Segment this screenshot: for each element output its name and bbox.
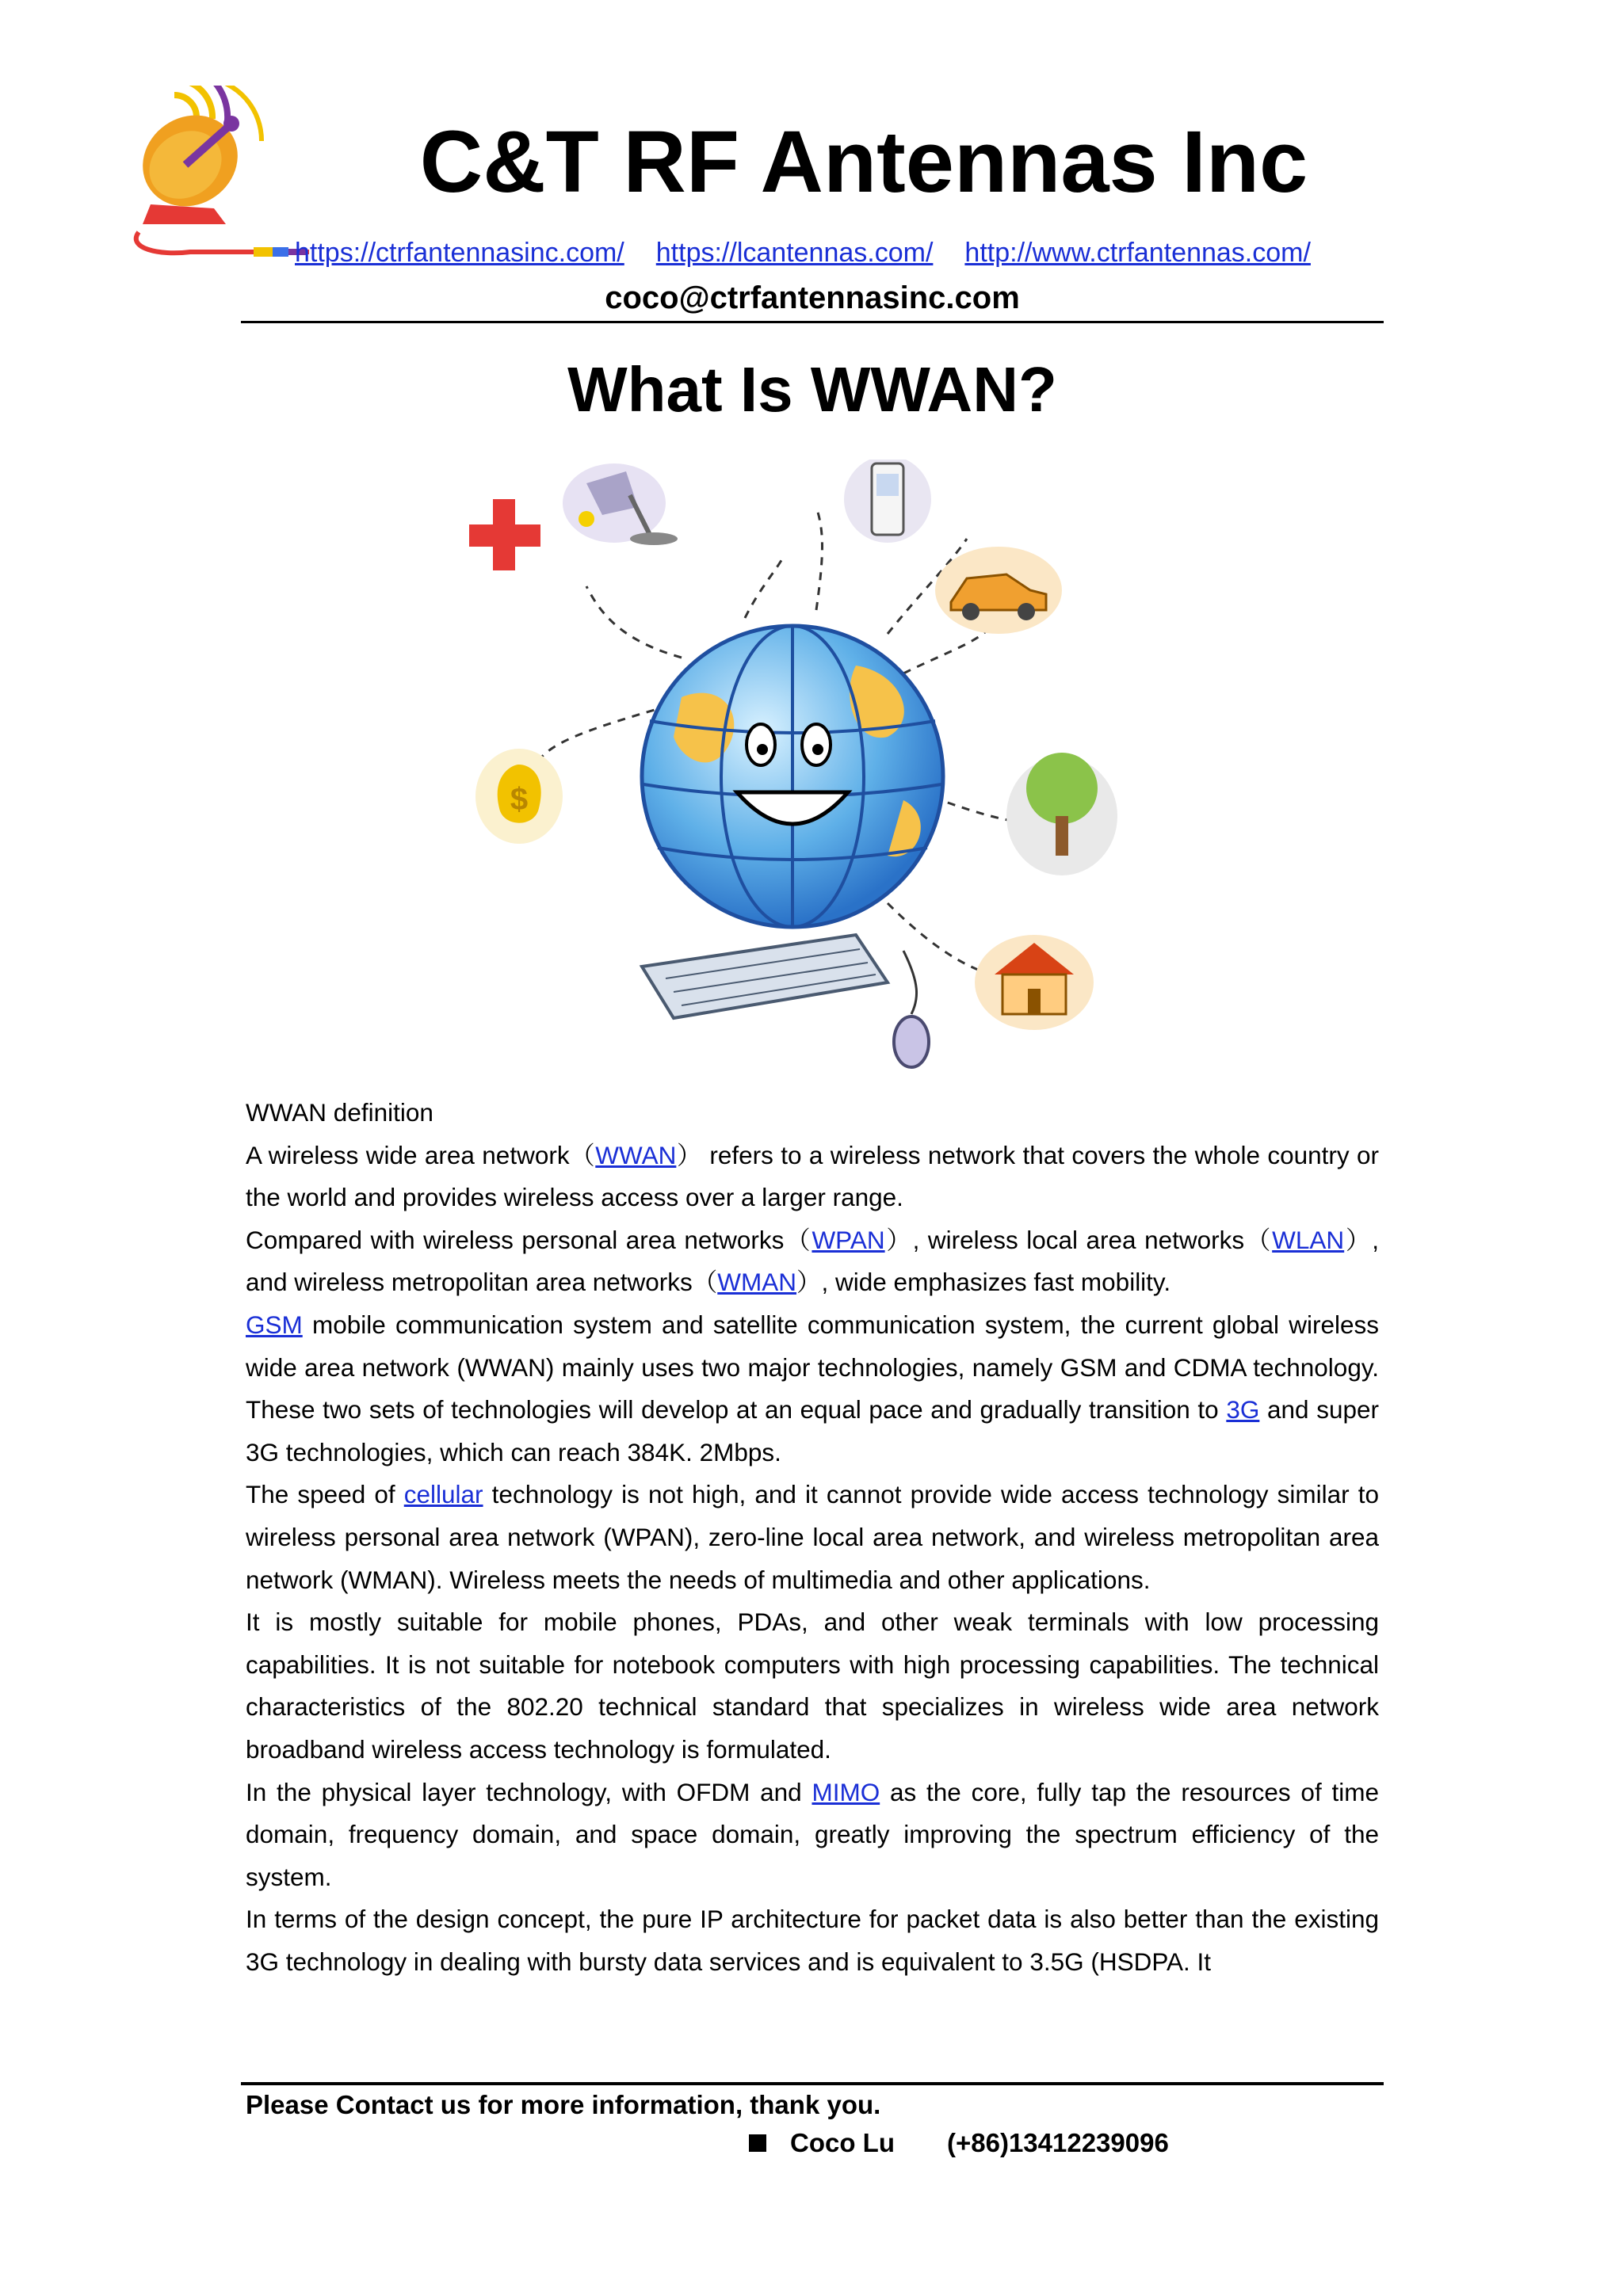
footer-contact-text: Please Contact us for more information, thank you.	[246, 2090, 881, 2119]
link-cellular[interactable]: cellular	[403, 1480, 483, 1509]
footer-divider	[241, 2082, 1384, 2085]
contact-name: Coco Lu	[790, 2128, 895, 2157]
paragraph-2: Compared with wireless personal area networks（WPAN）, wireless local area networks（WLAN）, and wireless metropolitan area networks（WMAN）, wide emphasizes fast mobility.	[246, 1225, 1379, 1297]
paragraph-5: It is mostly suitable for mobile phones, PDAs, and other weak terminals with low processing capabilities. It is not suitable for notebook computers with high processing capabilities. The technical characteristics of the 802.20 technical standard that specializes in wireless wide area network broadband wireless access technology is formulated.	[246, 1608, 1379, 1764]
company-logo	[127, 86, 309, 284]
contact-email: coco@ctrfantennasinc.com	[605, 280, 1020, 315]
link-3g[interactable]: 3G	[1226, 1395, 1260, 1425]
paragraph-4: The speed of cellular technology is not high, and it cannot provide wide access technology similar to wireless personal area network (WPAN), zero-line local area network, and wireless metropolitan area network (WMAN). Wireless meets the needs of multimedia and other applications.	[246, 1480, 1379, 1594]
hospital-cross-icon	[469, 499, 540, 570]
website-link-lcantennas[interactable]: https://lcantennas.com/	[655, 238, 934, 268]
paragraph-6: In the physical layer technology, with OFDM and MIMO as the core, fully tap the resources of time domain, frequency domain, and space domain, greatly improving the spectrum efficiency of the system.	[246, 1777, 1379, 1891]
website-link-ctrfantennasinc[interactable]: https://ctrfantennasinc.com/	[295, 238, 624, 268]
link-wwan[interactable]: WWAN	[595, 1140, 677, 1169]
paragraph-3: GSM mobile communication system and satellite communication system, the current global wireless wide area network (WWAN) mainly uses two major technologies, namely GSM and CDMA technology. These two sets of technologies will develop at an equal pace and gradually transition to 3G and super 3G technologies, which can reach 384K. 2Mbps.	[246, 1310, 1379, 1466]
company-name: C&T RF Antennas Inc	[419, 113, 1308, 211]
smiling-globe-icon	[642, 626, 943, 927]
paragraph-1: A wireless wide area network（WWAN） refers to a wireless network that covers the whole country or the world and provides wireless access over a larger range.	[246, 1140, 1379, 1212]
link-wman[interactable]: WMAN	[717, 1268, 797, 1297]
house-icon	[975, 935, 1094, 1030]
contact-phone: (+86)13412239096	[946, 2128, 1169, 2157]
keyboard-icon	[642, 935, 888, 1018]
footer-contact-person	[749, 2128, 1169, 2158]
website-links	[295, 238, 1373, 269]
paragraph-7: In terms of the design concept, the pure IP architecture for packet data is also better than the existing 3G technology in dealing with bursty data services and is equivalent to 3.5G (HSDPA. It	[246, 1905, 1379, 1976]
article-body	[246, 1092, 1379, 1983]
square-bullet-icon	[749, 2134, 766, 2152]
tree-icon	[1006, 753, 1117, 875]
link-wlan[interactable]: WLAN	[1272, 1225, 1345, 1254]
page-title: What Is WWAN?	[567, 354, 1057, 425]
car-icon	[935, 547, 1062, 634]
money-bag-icon	[475, 749, 563, 844]
wwan-globe-illustration	[444, 460, 1141, 1093]
mouse-icon	[894, 951, 929, 1067]
website-link-ctrfantennas[interactable]: http://www.ctrfantennas.com/	[964, 238, 1311, 268]
svg-text:$: $	[510, 782, 529, 817]
link-gsm[interactable]: GSM	[246, 1310, 303, 1339]
link-mimo[interactable]: MIMO	[812, 1777, 880, 1806]
header-divider	[241, 321, 1384, 323]
mobile-phone-icon	[844, 460, 931, 543]
lamp-icon	[563, 463, 678, 545]
link-wpan[interactable]: WPAN	[812, 1225, 885, 1254]
section-heading: WWAN definition	[246, 1098, 433, 1127]
